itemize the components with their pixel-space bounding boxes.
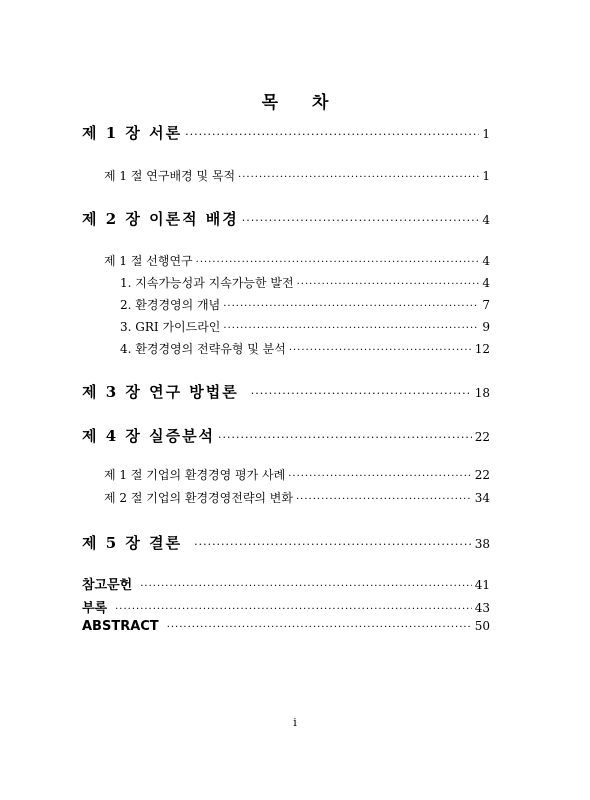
leader-dots (223, 323, 479, 334)
toc-entry-page: 18 (474, 386, 490, 400)
leader-dots (196, 257, 480, 268)
toc-entry-page: 7 (482, 298, 490, 312)
toc-entry-subsection-4[interactable] (120, 340, 490, 357)
toc-entry-label: 3. GRI 가이드라인 (120, 320, 221, 334)
leader-dots (115, 604, 472, 615)
toc-entry-chapter-4[interactable] (82, 425, 490, 446)
toc-entry-label: 제 2 장 이론적 배경 (82, 210, 239, 228)
toc-entry-label: 제 1 절 선행연구 (104, 254, 193, 268)
toc-entry-page: 41 (474, 578, 490, 592)
leader-dots (194, 538, 472, 551)
toc-entry-subsection-3[interactable] (120, 318, 490, 335)
toc-entry-label: 제 3 장 연구 방법론 (82, 383, 239, 401)
toc-entry-page: 22 (474, 468, 490, 482)
toc-entry-label: 4. 환경경영의 전략유형 및 분석 (120, 342, 286, 356)
toc-entry-section-4-2[interactable] (104, 489, 490, 506)
leader-dots (218, 431, 472, 444)
toc-entry-page: 43 (474, 601, 490, 615)
leader-dots (167, 622, 472, 633)
toc-entry-references[interactable] (82, 574, 490, 593)
leader-dots (238, 172, 479, 183)
toc-entry-label: 1. 지속가능성과 지속가능한 발전 (120, 276, 294, 290)
toc-entry-label: ABSTRACT (82, 619, 159, 634)
leader-dots (223, 301, 479, 312)
toc-entry-page: 4 (482, 276, 490, 290)
toc-entry-page: 1 (482, 127, 490, 141)
toc-entry-page: 9 (482, 320, 490, 334)
footer-page-number: i (293, 716, 297, 729)
toc-entry-appendix[interactable] (82, 597, 490, 616)
leader-dots (185, 128, 479, 141)
leader-dots (251, 387, 472, 400)
toc-entry-page: 34 (474, 491, 490, 505)
toc-entry-page: 50 (474, 619, 490, 633)
toc-entry-label: 부록 (82, 601, 108, 616)
leader-dots (289, 345, 472, 356)
toc-entry-label: 참고문헌 (82, 578, 133, 593)
toc-entry-page: 4 (482, 254, 490, 268)
toc-entry-section-1-1[interactable] (104, 167, 490, 184)
leader-dots (242, 214, 480, 227)
toc-entry-label: 제 1 절 기업의 환경경영 평가 사례 (104, 468, 286, 482)
toc-entry-label: 제 1 장 서론 (82, 124, 183, 142)
toc-entry-chapter-5[interactable] (82, 532, 490, 553)
toc-entry-page: 22 (474, 430, 490, 444)
leader-dots (297, 279, 480, 290)
toc-entry-page: 4 (482, 213, 490, 227)
toc-entry-label: 제 4 장 실증분석 (82, 427, 216, 445)
toc-entry-label: 2. 환경경영의 개념 (120, 298, 221, 312)
leader-dots (296, 494, 472, 505)
leader-dots (140, 581, 471, 592)
toc-entry-abstract[interactable] (82, 619, 490, 634)
toc-entry-label: 제 2 절 기업의 환경경영전략의 변화 (104, 491, 293, 505)
toc-entry-page: 12 (474, 342, 490, 356)
toc-entry-label: 제 1 절 연구배경 및 목적 (104, 169, 236, 183)
toc-entry-page: 38 (474, 537, 490, 551)
toc-entry-chapter-2[interactable] (82, 208, 490, 229)
leader-dots (288, 471, 472, 482)
toc-entry-page: 1 (482, 169, 490, 183)
toc-entry-section-2-1[interactable] (104, 252, 490, 269)
toc-entry-label: 제 5 장 결론 (82, 534, 183, 552)
toc-entry-chapter-1[interactable] (82, 122, 490, 143)
toc-title: 목 차 (261, 93, 343, 113)
toc-entry-subsection-1[interactable] (120, 274, 490, 291)
toc-entry-section-4-1[interactable] (104, 466, 490, 483)
toc-entry-chapter-3[interactable] (82, 381, 490, 402)
toc-entry-subsection-2[interactable] (120, 296, 490, 313)
